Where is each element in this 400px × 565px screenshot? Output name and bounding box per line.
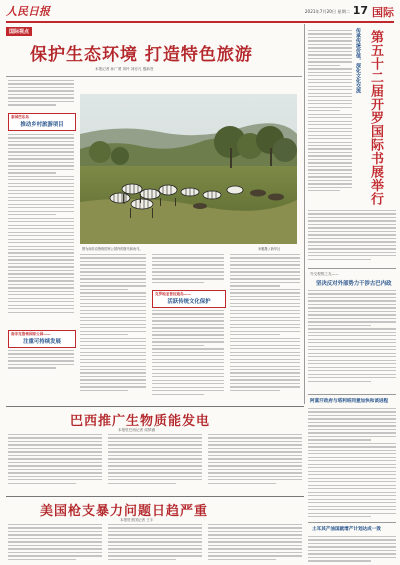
- intro-text: [8, 80, 74, 110]
- zebra-herd-image: [80, 94, 297, 244]
- divider: [308, 522, 396, 523]
- main-byline: 本报记者 孙广勇 刘玲 刘亦凡 殷新苍: [95, 67, 154, 71]
- middle-text-col2-top: [152, 254, 224, 288]
- left-box-title: 注重可持续发展: [23, 339, 61, 345]
- book-fair-text-b: [308, 210, 396, 266]
- cuba-headline: 坚决反对外部势力干涉古巴内政: [316, 281, 392, 287]
- cuba-text: [308, 290, 396, 390]
- left-column-text: [8, 134, 74, 324]
- mid-box-title: 活跃传统文化保护: [167, 299, 211, 305]
- divider: [308, 394, 396, 395]
- newspaper-logo: 人民日报: [6, 5, 50, 18]
- brazil-byline: 本报驻巴西记者 周梦涵: [118, 428, 156, 432]
- feature-subhead-box: [8, 113, 76, 131]
- us-text-col1: [8, 524, 102, 564]
- middle-text-col1: [80, 254, 146, 404]
- divider: [308, 268, 396, 269]
- book-fair-title-wrap: [368, 30, 383, 206]
- left-box-text: [8, 350, 74, 374]
- brazil-text-col2: [108, 434, 202, 492]
- brazil-text-col1: [8, 434, 102, 492]
- issue-date: 2021年7月20日 星期二: [304, 9, 350, 14]
- main-headline: 保护生态环境 打造特色旅游: [30, 45, 253, 65]
- feature-subhead: 推动乡村旅游项目: [20, 122, 64, 128]
- oil-headline: 土耳其产油国就增产计划达成一致: [312, 527, 381, 532]
- us-byline: 本报驻美国记者 王宇: [120, 518, 154, 522]
- mid-box-kicker: 克罗地亚普拉迪岛——: [155, 292, 191, 296]
- book-fair-subtitle-wrap: [355, 28, 362, 93]
- us-headline: 美国枪支暴力问题日趋严重: [40, 504, 209, 519]
- photo-caption: 图为南非克鲁格国家公园内的斑马和角马。: [82, 247, 143, 251]
- feature-kicker: 泰国芭东岛: [11, 115, 29, 119]
- book-fair-subtitle: 传承传统价值，深化文化交流: [355, 28, 361, 93]
- afghan-headline: 阿富汗政府与塔利班同意加快和谈进程: [310, 399, 389, 404]
- savanna-photo: [80, 94, 297, 244]
- brazil-text-col3: [208, 434, 302, 492]
- us-text-col2: [108, 524, 202, 564]
- section-divider: [6, 496, 304, 497]
- section-name: 国际: [372, 6, 394, 19]
- mid-subhead-box: [152, 290, 226, 308]
- book-fair-headline: 第五十二届开罗国际书展举行: [368, 30, 383, 206]
- left-subhead-box: [8, 330, 76, 348]
- oil-text: [308, 536, 396, 564]
- middle-text-col2: [152, 310, 224, 404]
- middle-text-col3: [230, 254, 300, 404]
- photo-credit: 米雅摄 / 新华社: [258, 247, 281, 251]
- column-divider: [304, 24, 305, 404]
- cuba-kicker: 外交观察之友——: [310, 272, 339, 276]
- brazil-headline: 巴西推广生物质能发电: [70, 414, 211, 429]
- us-text-col3: [208, 524, 302, 564]
- section-divider: [6, 406, 304, 407]
- page-number: 17: [352, 4, 368, 17]
- book-fair-text-a: [308, 30, 352, 206]
- divider: [6, 76, 302, 77]
- afghan-text: [308, 408, 396, 528]
- masthead: [6, 3, 394, 23]
- section-tag: 国际视点: [6, 27, 32, 36]
- left-box-kicker: 南非克鲁格国家公园——: [11, 332, 51, 336]
